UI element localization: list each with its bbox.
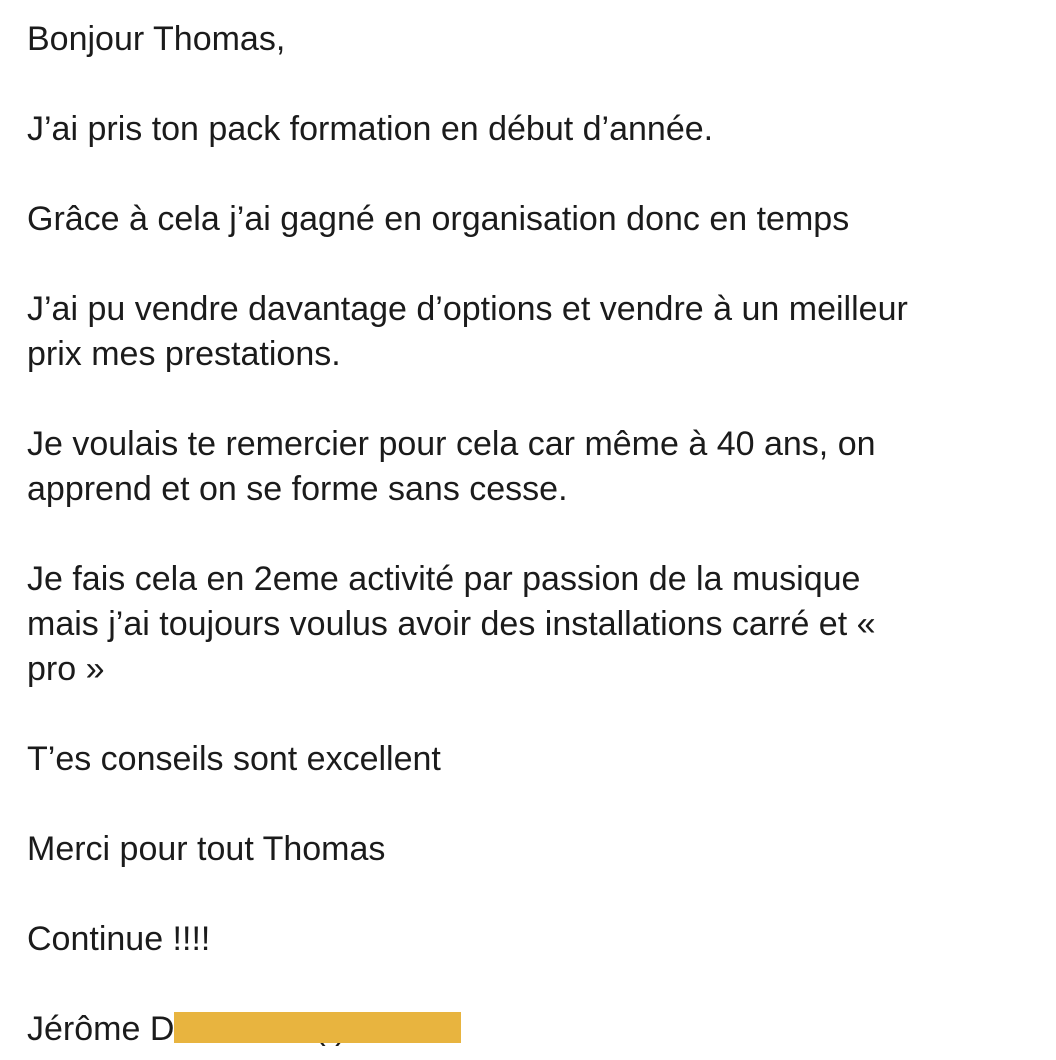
signature-name: Jérôme D [27, 1010, 175, 1048]
paragraph-activite-line-1: Je fais cela en 2eme activité par passion de la musique [27, 560, 861, 598]
paragraph-remerciement-line-2: apprend et on se forme sans cesse. [27, 470, 568, 508]
paragraph-activite [27, 557, 1032, 692]
paragraph-options-line-2: prix mes prestations. [27, 335, 341, 373]
message-body [27, 17, 1032, 1052]
signature [27, 1007, 1032, 1052]
redaction-bar [174, 1012, 461, 1043]
redaction-box [174, 1012, 461, 1043]
paragraph-options-line-1: J’ai pu vendre davantage d’options et vendre à un meilleur [27, 290, 908, 328]
paragraph-conseils: T’es conseils sont excellent [27, 740, 441, 778]
paragraph-activite-line-2: mais j’ai toujours voulus avoir des installations carré et « [27, 605, 876, 643]
greeting-text: Bonjour Thomas, [27, 20, 286, 58]
paragraph-pack-formation: J’ai pris ton pack formation en début d’année. [27, 110, 714, 148]
paragraph-options [27, 287, 1032, 377]
paragraph-remerciement [27, 422, 1032, 512]
paragraph-continue: Continue !!!! [27, 920, 211, 958]
paragraph-remerciement-line-1: Je voulais te remercier pour cela car même à 40 ans, on [27, 425, 876, 463]
paragraph-merci: Merci pour tout Thomas [27, 830, 386, 868]
paragraph-organisation: Grâce à cela j’ai gagné en organisation donc en temps [27, 200, 850, 238]
paragraph-activite-line-3: pro » [27, 650, 105, 688]
